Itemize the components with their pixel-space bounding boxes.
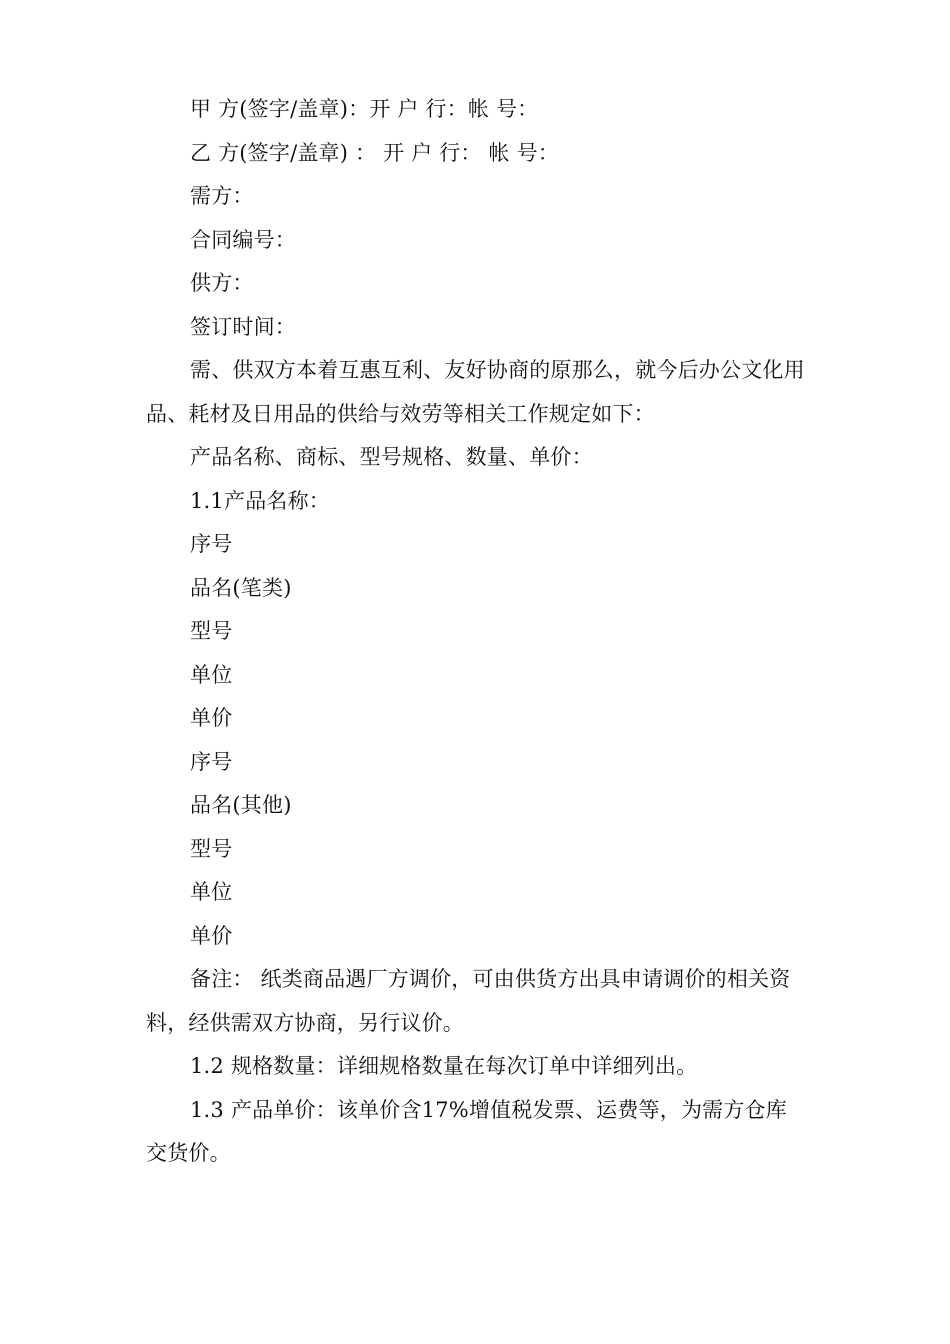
table-field-model: 型号 [190,619,233,643]
table-field-unit-price: 单价 [190,706,233,730]
table-field-model-2: 型号 [190,836,233,861]
section-1-2-paragraph: 1.2 规格数量：详细规格数量在每次订单中详细列出。 [190,1054,698,1078]
contract-number-label: 合同编号： [190,227,296,252]
contract-intro-paragraph: 需、供双方本着互惠互利、友好协商的原那么，就今后办公文化用品、耗材及日用品的供给与效劳等相关工作规定如下： [146,358,805,426]
table-field-product-name-pens: 品名(笔类) [190,575,292,600]
section-1-3-paragraph: 1.3 产品单价：该单价含17%增值税发票、运费等，为需方仓库交货价。 [146,1097,787,1165]
table-field-serial-number: 序号 [190,532,233,556]
supplier-label: 供方： [190,271,254,295]
product-info-heading: 产品名称、商标、型号规格、数量、单价： [190,445,593,469]
buyer-label: 需方： [190,184,254,208]
party-b-signature-line: 乙 方(签字/盖章) ： 开 户 行： 帐 号： [190,140,559,165]
remarks-paragraph: 备注： 纸类商品遇厂方调价，可由供货方出具申请调价的相关资料，经供需双方协商，另行议价。 [146,967,791,1035]
table-field-product-name-other: 品名(其他) [190,793,292,817]
party-a-signature-line: 甲 方(签字/盖章)：开 户 行：帐 号： [190,97,539,121]
table-field-unit-price-2: 单价 [190,923,233,948]
signing-date-label: 签订时间： [190,314,296,339]
table-field-unit: 单位 [190,662,233,687]
table-field-serial-number-2: 序号 [190,749,233,774]
section-1-1-heading: 1.1产品名称： [190,488,330,513]
table-field-unit-2: 单位 [190,880,233,904]
document-body [146,88,806,1176]
